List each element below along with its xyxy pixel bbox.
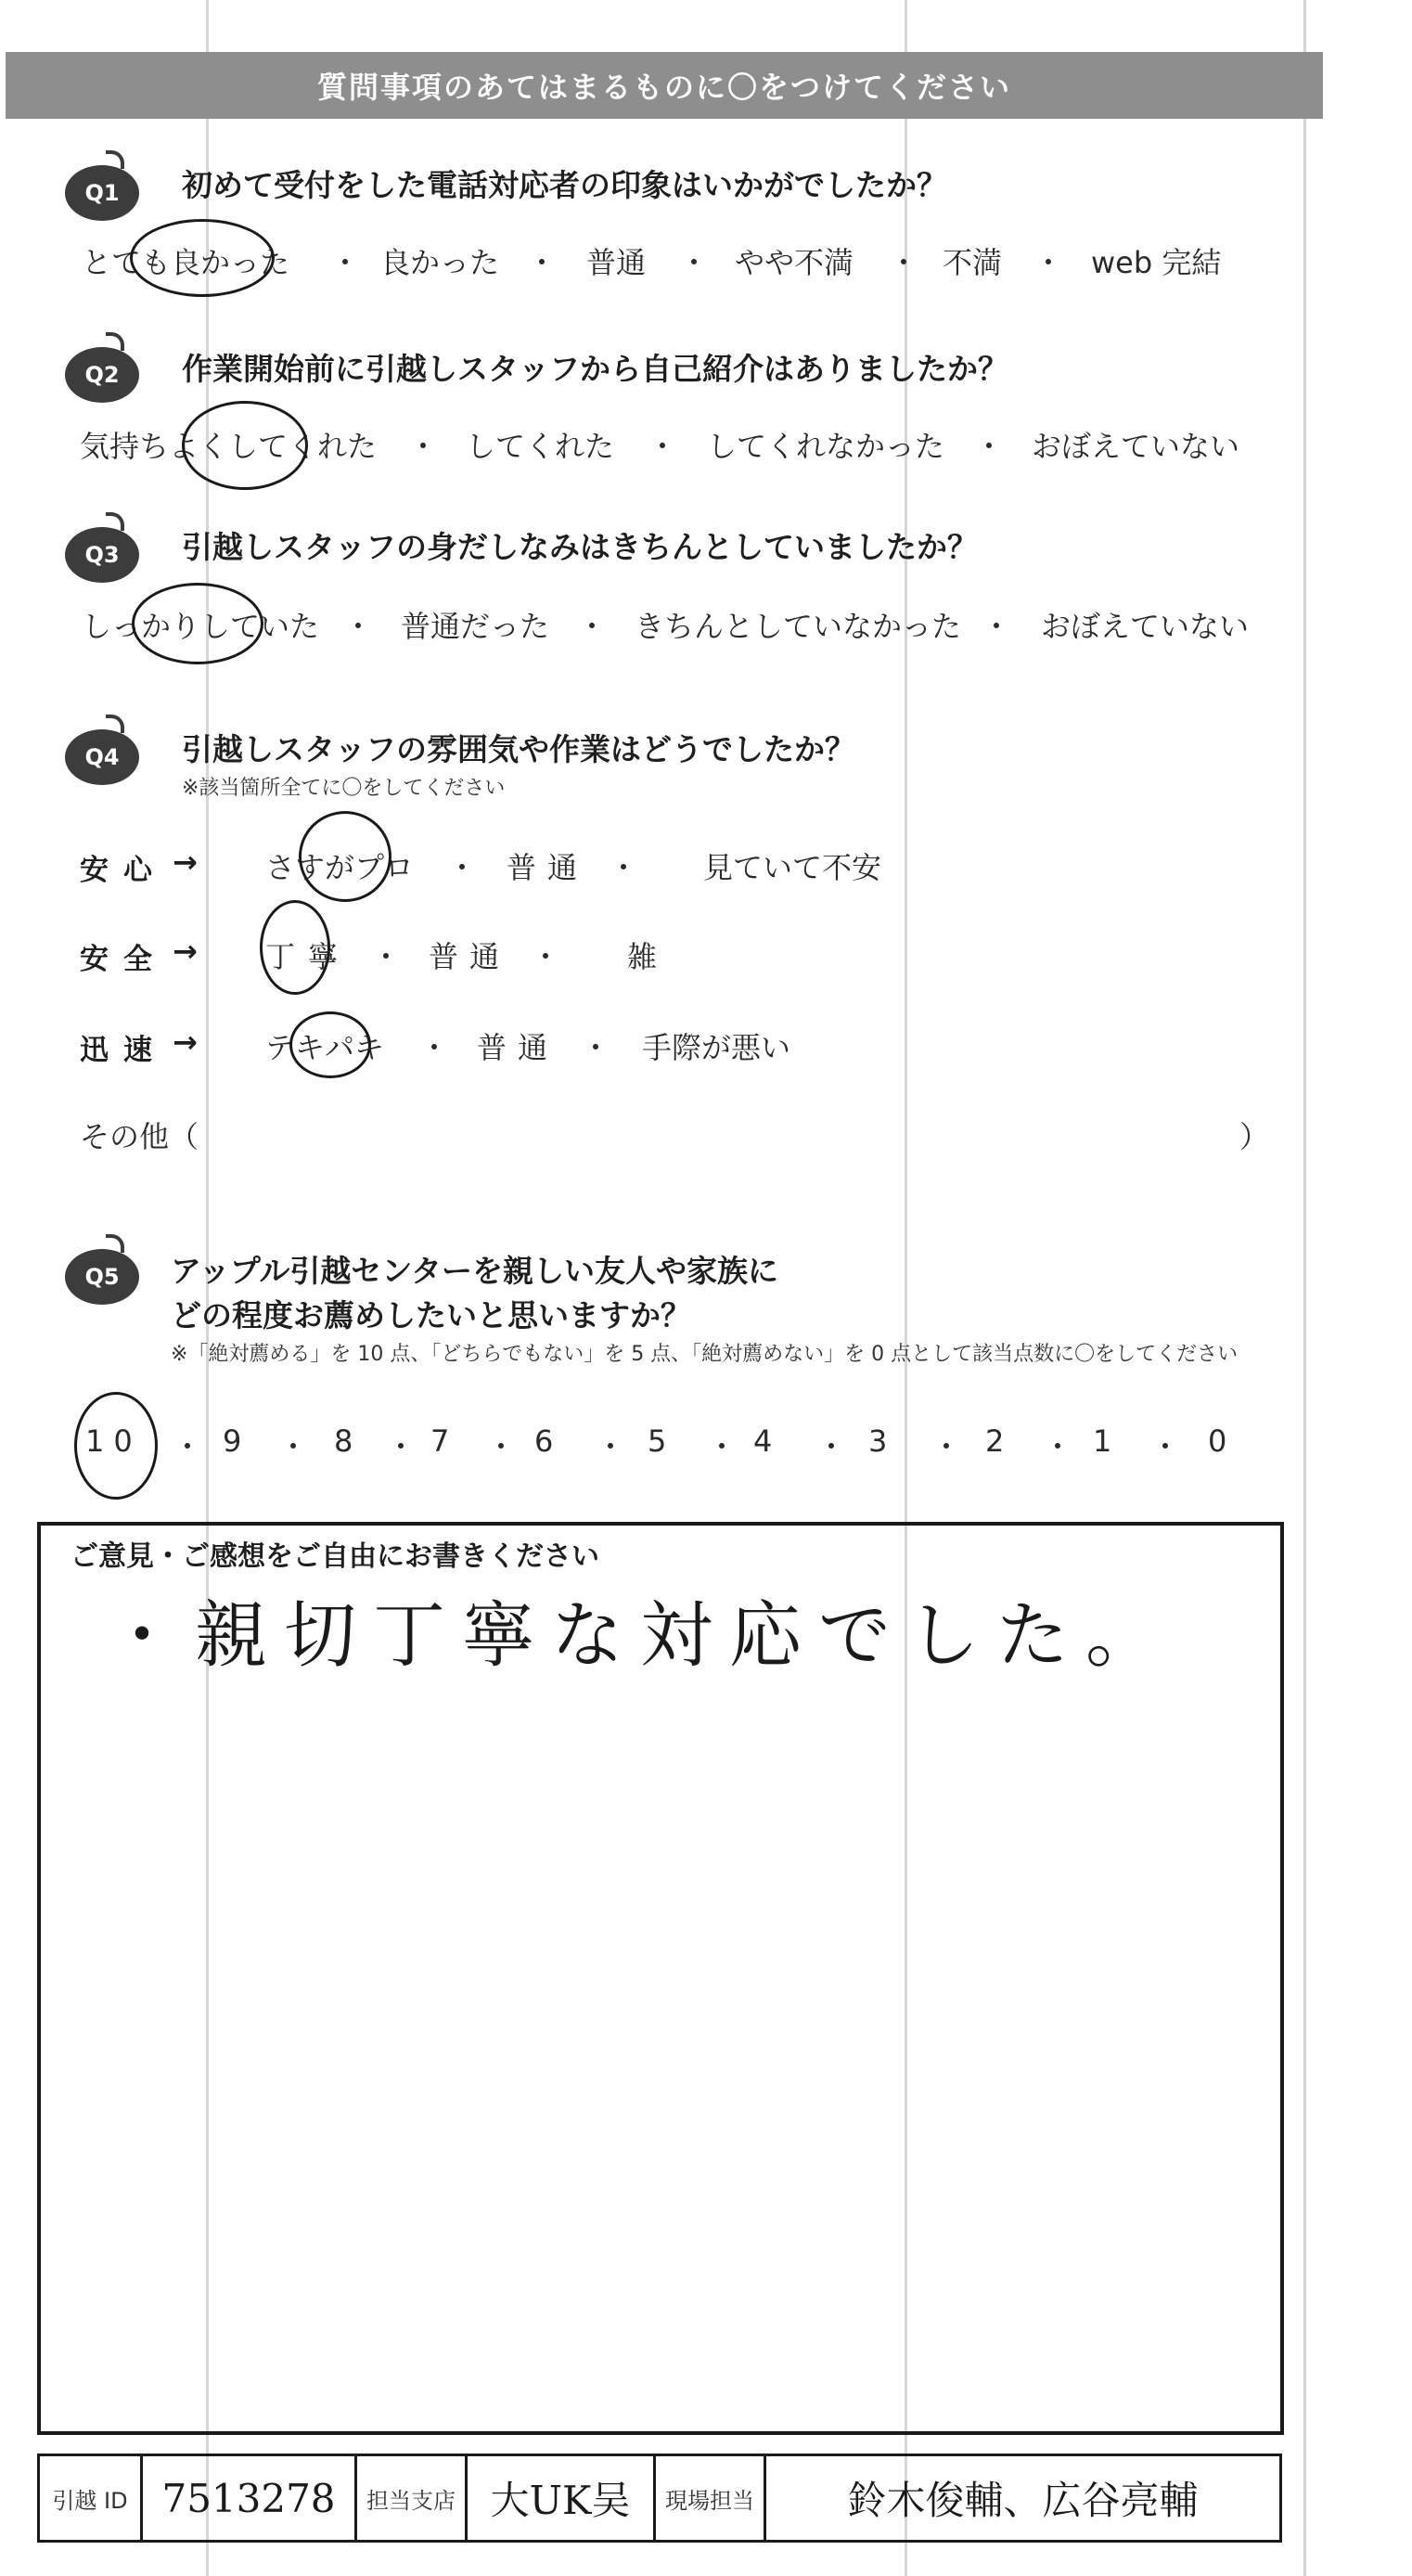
q3-badge: Q3 xyxy=(65,527,139,583)
separator-dot: ・ xyxy=(531,939,561,974)
separator-dot: ・ xyxy=(173,1429,203,1464)
q1-option[interactable]: やや不満 xyxy=(735,245,854,280)
q2-question: 作業開始前に引越しスタッフから自己紹介はありましたか？ xyxy=(182,351,1008,387)
q5-score-option[interactable]: 1 xyxy=(1093,1423,1122,1459)
q5-score-option[interactable]: 9 xyxy=(223,1423,251,1459)
q4-badge: Q4 xyxy=(65,729,139,785)
id-label: 引越 ID xyxy=(52,2487,128,2514)
staff-label-cell xyxy=(656,2456,766,2540)
scan-line xyxy=(1303,0,1306,2576)
arrow-icon: → xyxy=(173,844,198,880)
q3-option[interactable]: しっかりしていた xyxy=(82,609,320,644)
staff-label: 現場担当 xyxy=(665,2487,754,2514)
separator-dot: ・ xyxy=(816,1429,847,1464)
q5-score-option[interactable]: 5 xyxy=(648,1423,676,1459)
branch-label: 担当支店 xyxy=(366,2487,456,2514)
instruction-header-text: 質問事項のあてはまるものに〇をつけてください xyxy=(316,70,1011,105)
q1-option[interactable]: 不満 xyxy=(943,245,1003,280)
selection-circle xyxy=(132,583,263,664)
separator-dot: ・ xyxy=(330,245,361,280)
selection-circle xyxy=(74,1392,158,1500)
q4-row-label: 安心 xyxy=(80,854,167,887)
comment-title: ご意見・ご感想をご自由にお書きください xyxy=(71,1540,599,1573)
q4-note: ※該当箇所全てに〇をしてください xyxy=(182,777,506,800)
q4-question: 引越しスタッフの雰囲気や作業はどうでしたか？ xyxy=(182,731,855,767)
id-value-cell xyxy=(143,2456,357,2540)
q4-other-label: その他（ xyxy=(80,1119,199,1154)
staff-value-cell xyxy=(766,2456,1279,2540)
q4-option[interactable]: 普通 xyxy=(477,1030,559,1065)
q3-question: 引越しスタッフの身だしなみはきちんとしていましたか？ xyxy=(182,529,978,565)
q5-score-option[interactable]: 0 xyxy=(1208,1423,1237,1459)
separator-dot: ・ xyxy=(1150,1429,1181,1464)
separator-dot: ・ xyxy=(974,429,1005,464)
id-value: 7513278 xyxy=(161,2475,336,2521)
q5-question-line1: アップル引越センターを親しい友人や家族に xyxy=(171,1253,779,1289)
q2-option[interactable]: おぼえていない xyxy=(1032,429,1240,464)
branch-value: 大UK吴 xyxy=(490,2478,631,2523)
q4-option[interactable]: 見ていて不安 xyxy=(703,850,882,885)
separator-dot: ・ xyxy=(1043,1429,1073,1464)
selection-circle xyxy=(182,401,308,490)
separator-dot: ・ xyxy=(577,609,608,644)
separator-dot: ・ xyxy=(982,609,1012,644)
separator-dot: ・ xyxy=(419,1030,450,1065)
q4-option[interactable]: 丁寧 xyxy=(265,939,352,974)
q1-question: 初めて受付をした電話対応者の印象はいかがでしたか？ xyxy=(182,167,947,203)
q3-option[interactable]: きちんとしていなかった xyxy=(635,609,962,644)
selection-circle xyxy=(260,900,330,995)
separator-dot: ・ xyxy=(707,1429,738,1464)
separator-dot: ・ xyxy=(408,429,439,464)
selection-circle xyxy=(130,219,275,297)
q2-option[interactable]: してくれなかった xyxy=(707,429,945,464)
leaf-icon xyxy=(106,150,124,169)
q2-badge: Q2 xyxy=(65,347,139,403)
q5-score-option[interactable]: 6 xyxy=(534,1423,563,1459)
q4-other-close: ） xyxy=(1239,1119,1270,1154)
separator-dot: ・ xyxy=(527,245,558,280)
q5-note: ※「絶対薦める」を 10 点、「どちらでもない」を 5 点、「絶対薦めない」を 0 点として該当点数に〇をしてください xyxy=(171,1343,1239,1366)
q4-row-label: 安全 xyxy=(80,943,167,976)
q5-score-option[interactable]: 4 xyxy=(753,1423,782,1459)
branch-value-cell xyxy=(468,2456,656,2540)
q5-question-line2: どの程度お薦めしたいと思いますか？ xyxy=(171,1297,691,1333)
comment-box[interactable] xyxy=(37,1522,1284,2435)
q5-badge: Q5 xyxy=(65,1249,139,1305)
q4-row-label: 迅速 xyxy=(80,1034,167,1067)
q3-option[interactable]: 普通だった xyxy=(401,609,550,644)
q5-score-option[interactable]: 10 xyxy=(85,1423,142,1459)
q5-score-option[interactable]: 2 xyxy=(985,1423,1014,1459)
q4-other-input[interactable] xyxy=(213,1110,1225,1153)
leaf-icon xyxy=(106,332,124,351)
separator-dot: ・ xyxy=(447,850,478,885)
q2-option[interactable]: してくれた xyxy=(466,429,615,464)
q4-option[interactable]: 手際が悪い xyxy=(642,1030,791,1065)
q1-option[interactable]: web 完結 xyxy=(1091,245,1222,280)
q1-option[interactable]: とても良かった xyxy=(82,245,290,280)
id-label-cell xyxy=(40,2456,143,2540)
comment-handwritten-text: ・親切丁寧な対応でした。 xyxy=(106,1594,1175,1678)
q1-badge: Q1 xyxy=(65,165,139,221)
selection-circle xyxy=(299,811,392,902)
separator-dot: ・ xyxy=(581,1030,611,1065)
separator-dot: ・ xyxy=(931,1429,962,1464)
leaf-icon xyxy=(106,512,124,531)
separator-dot: ・ xyxy=(609,850,639,885)
selection-circle xyxy=(289,1011,371,1078)
separator-dot: ・ xyxy=(679,245,710,280)
arrow-icon: → xyxy=(173,934,198,969)
q1-option[interactable]: 普通 xyxy=(586,245,647,280)
separator-dot: ・ xyxy=(386,1429,417,1464)
q4-option[interactable]: さすがプロ xyxy=(265,850,415,885)
arrow-icon: → xyxy=(173,1024,198,1060)
separator-dot: ・ xyxy=(486,1429,517,1464)
separator-dot: ・ xyxy=(371,939,402,974)
separator-dot: ・ xyxy=(278,1429,309,1464)
separator-dot: ・ xyxy=(343,609,374,644)
branch-label-cell xyxy=(357,2456,468,2540)
q5-score-option[interactable]: 7 xyxy=(430,1423,459,1459)
separator-dot: ・ xyxy=(596,1429,626,1464)
separator-dot: ・ xyxy=(889,245,919,280)
footer-bar xyxy=(37,2454,1282,2543)
q3-option[interactable]: おぼえていない xyxy=(1041,609,1250,644)
instruction-header xyxy=(6,52,1323,119)
leaf-icon xyxy=(106,1234,124,1253)
q4-option[interactable]: 雑 xyxy=(627,939,658,974)
q1-option[interactable]: 良かった xyxy=(380,245,500,280)
separator-dot: ・ xyxy=(648,429,678,464)
q2-option[interactable]: 気持ちよくしてくれた xyxy=(80,429,378,464)
q5-score-option[interactable]: 8 xyxy=(334,1423,363,1459)
leaf-icon xyxy=(106,715,124,733)
q4-option[interactable]: 普通 xyxy=(507,850,589,885)
q4-option[interactable]: テキパキ xyxy=(265,1030,385,1065)
separator-dot: ・ xyxy=(1033,245,1064,280)
staff-value: 鈴木俊輔、広谷亮輔 xyxy=(847,2478,1199,2523)
q4-option[interactable]: 普通 xyxy=(429,939,511,974)
q5-score-option[interactable]: 3 xyxy=(868,1423,897,1459)
